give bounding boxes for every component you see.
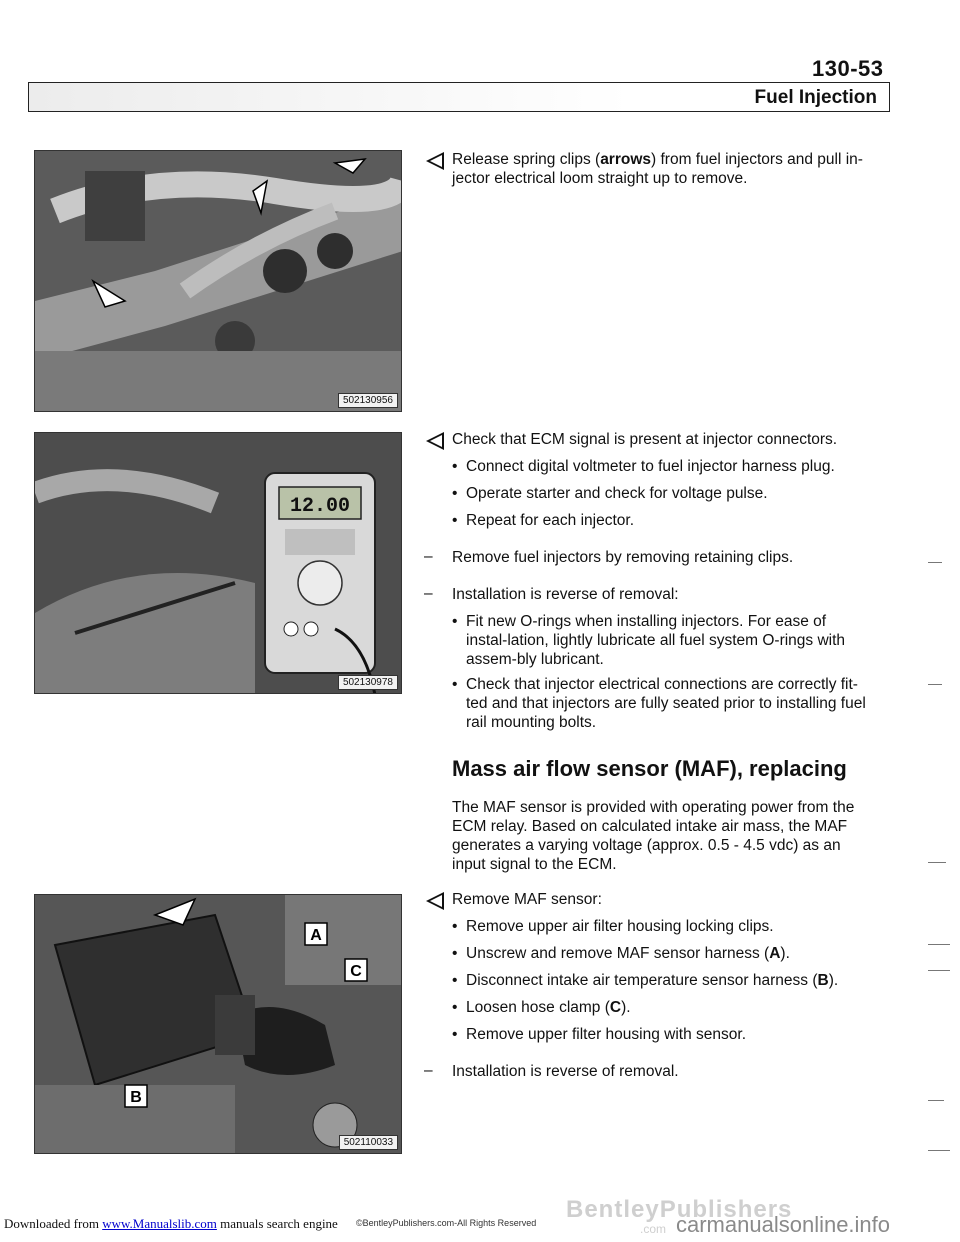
section-heading-maf: Mass air flow sensor (MAF), replacing: [452, 756, 847, 781]
step-release-clips: Release spring clips (arrows) from fuel injectors and pull in-jector electrical loom straight up to remove.: [452, 151, 863, 187]
dash-marker: –: [424, 585, 433, 602]
photo-id: 502130956: [338, 393, 398, 408]
footer-copyright: ©BentleyPublishers.com-All Rights Reserved: [356, 1218, 537, 1228]
bullet-item: • Remove upper filter housing with sensor.: [466, 1025, 872, 1044]
maf-intro-paragraph: The MAF sensor is provided with operating power from the ECM relay. Based on calculated intake air mass, the MAF generates a varying voltage (approx. 0.5 - 4.5 vdc) as an input signal to the ECM.: [452, 799, 855, 873]
left-arrow-icon: [426, 432, 444, 450]
manualslib-link[interactable]: www.Manualslib.com: [102, 1216, 217, 1231]
photo-injector-loom: [34, 150, 402, 412]
left-arrow-icon: [426, 892, 444, 910]
dash-marker: –: [424, 548, 433, 565]
photo-voltmeter-test: [34, 432, 402, 694]
bullet-item: • Connect digital voltmeter to fuel injector harness plug.: [466, 457, 872, 476]
page-number: 130-53: [812, 56, 884, 81]
footer-download-note: Downloaded from www.Manualslib.com manuals search engine: [4, 1216, 338, 1231]
step-remove-injectors: Remove fuel injectors by removing retaining clips.: [452, 549, 794, 566]
photo-id: 502130978: [338, 675, 398, 690]
callout-b: B: [130, 1089, 142, 1106]
bullet-item: • Fit new O-rings when installing injectors. For ease of instal-lation, lightly lubricate all fuel system O-rings with assem-bly lubricant.: [466, 612, 870, 669]
bullet-item: • Loosen hose clamp (C).: [466, 998, 872, 1017]
bullet-item: • Disconnect intake air temperature sensor harness (B).: [466, 971, 872, 990]
bullet-item: • Remove upper air filter housing locking clips.: [466, 917, 872, 936]
step-installation-maf: Installation is reverse of removal.: [452, 1063, 679, 1080]
section-header-bar: [28, 82, 890, 112]
engine-photo-3-illustration: [35, 895, 402, 1154]
dash-marker: –: [424, 1062, 433, 1079]
callout-a: A: [310, 927, 322, 944]
bullet-item: • Unscrew and remove MAF sensor harness (A).: [466, 944, 872, 963]
step-installation: Installation is reverse of removal:: [452, 586, 679, 603]
watermark-bentley: BentleyPublishers: [566, 1196, 793, 1223]
callout-c: C: [350, 963, 362, 980]
step-check-ecm-signal: Check that ECM signal is present at injector connectors.: [452, 431, 838, 448]
photo-id: 502110033: [339, 1135, 398, 1150]
bullet-item: • Repeat for each injector.: [466, 511, 872, 530]
bullet-item: • Check that injector electrical connections are correctly fit-ted and that injectors are fully seated prior to installing fuel rail mounting bolts.: [466, 675, 870, 732]
voltmeter-dial: [298, 561, 342, 605]
step-remove-maf: Remove MAF sensor:: [452, 891, 602, 908]
photo-maf-sensor: [34, 894, 402, 1154]
bullet-item: • Operate starter and check for voltage pulse.: [466, 484, 872, 503]
watermark-bentley-com: .com: [640, 1222, 667, 1236]
watermark-carmanuals: carmanualsonline.info: [676, 1212, 891, 1237]
left-arrow-icon: [426, 152, 444, 170]
section-title: Fuel Injection: [754, 87, 877, 108]
engine-photo-1-illustration: [35, 151, 402, 412]
engine-photo-2-illustration: [35, 433, 402, 694]
voltmeter-reading: 12.00: [289, 495, 351, 518]
